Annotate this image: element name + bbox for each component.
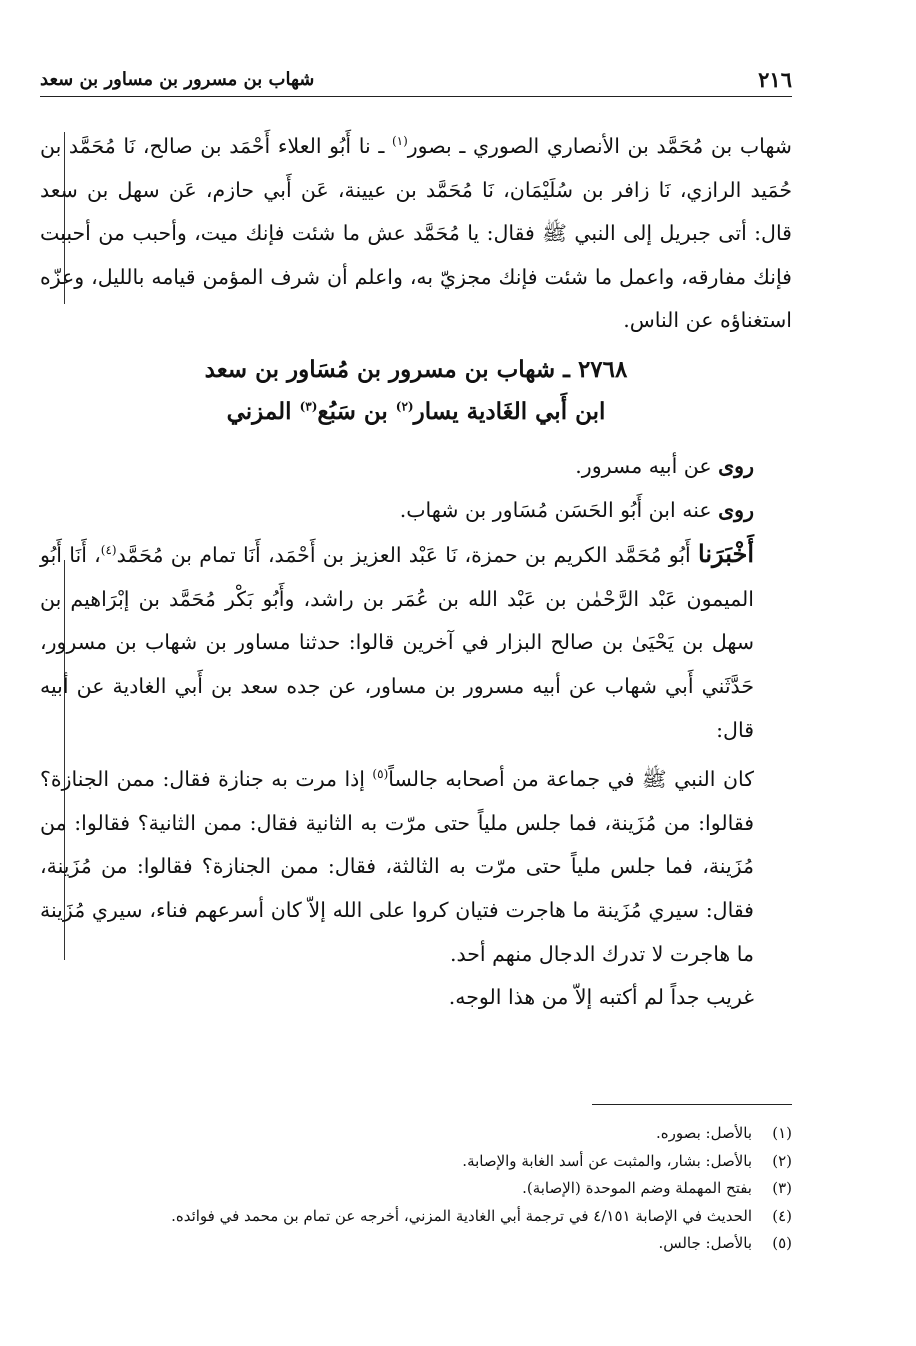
- closing-remark: غريب جداً لم أكتبه إلاّ من هذا الوجه.: [448, 985, 754, 1010]
- footnote-item: (٣) بفتح المهملة وضم الموحدة (الإصابة).: [522, 1179, 792, 1197]
- footnote-ref: (٣): [299, 399, 318, 414]
- main-text: [40, 125, 792, 1020]
- footnote-ref: (١): [391, 134, 408, 149]
- footnote-ref: (٢): [395, 399, 414, 414]
- footnote-item: (٢) بالأصل: بشار، والمثبت عن أسد الغابة والإصابة.: [462, 1151, 792, 1170]
- footnote-ref: (٤): [100, 543, 117, 558]
- footnote-item: (٤) الحديث في الإصابة ٤/١٥١ في ترجمة أبي الغادية المزني، أخرجه عن تمام بن محمد في فوائده.: [171, 1206, 792, 1225]
- footnotes: [40, 1120, 792, 1258]
- isnad-paragraph: أَخْبَرَنا أَبُو مُحَمَّد الكريم بن حمزة، نَا عَبْد العزيز بن أَحْمَد، أَنَا تمام بن مُحَمَّد$^{(٤)}$، أَنَا أَبُو الميمون عَبْد الرَّحْمٰن بن عَبْد الله بن عُمَر بن راشد، وأَبُو بَكْر مُحَمَّد بن إبْرَاهيم بن سهل بن يَحْيَىٰ بن صالح البزار في آخرين قالوا: حدثنا مساور بن شهاب بن مسرور، حَدَّثَني أَبي شهاب عن أبيه مسرور بن مساور، عن جده سعد بن أَبي الغادية عن أبيه قال:: [40, 539, 754, 742]
- running-header: [40, 62, 792, 97]
- footnote-ref: (٥): [372, 767, 389, 782]
- footnote-item: (١) بالأصل: بصوره.: [655, 1124, 792, 1142]
- footnote-item: (٥) بالأصل: جالس.: [658, 1234, 792, 1252]
- entry-heading-line-2: ابن أَبي الغَادية يسار$^{(٢)}$ بن سَبُع$^{(٣)}$ المزني: [226, 397, 606, 425]
- narrated-from-line: روى عن أبيه مسرور.: [575, 453, 754, 478]
- entry-heading-line-1: ٢٧٦٨ ـ شهاب بن مسرور بن مُسَاور بن سعد: [204, 355, 628, 383]
- footnote-separator: [592, 1104, 792, 1105]
- hadith-paragraph: كان النبي ﷺ في جماعة من أصحابه جالساً$^{(٥)}$ إذا مرت به جنازة فقال: ممن الجنازة؟ فقالوا: من مُزَينة، فما جلس ملياً حتى مرّت به الثانية فقال: ممن الثانية؟ فقالوا: من مُزَينة، فما جلس ملياً حتى مرّت به الثالثة، فقال: ممن الجنازة؟ فقالوا: من مُزَينة، فقال: سيري مُزَينة ما هاجرت فتيان كروا على الله إلاّ كان أسرعهم فناء، سيري مُزَينة ما هاجرت لا تدرك الدجال منهم أحد.: [40, 767, 754, 966]
- running-title: شهاب بن مسرور بن مساور بن سعد: [40, 68, 315, 90]
- paragraph-hadith-1: شهاب بن مُحَمَّد بن الأنصاري الصوري ـ بصور$^{(١)}$ ـ نا أَبُو العلاء أَحْمَد بن صالح، نَا مُحَمَّد بن حُمَيد الرازي، نَا زافر بن سُلَيْمَان، نَا مُحَمَّد بن عيينة، عَن أَبي حازم، عَن سهل بن سعد قال: أتى جبريل إلى النبي ﷺ فقال: يا مُحَمَّد عش ما شئت فإنك ميت، وأحبب من أحببت فإنك مفارقه، واعمل ما شئت فإنك مجزيّ به، واعلم أن شرف المؤمن قيامه بالليل، وعزّه استغناؤه عن الناس.: [40, 134, 792, 333]
- page-number: ٢١٦: [758, 66, 792, 92]
- narrated-by-line: روى عنه ابن أَبُو الحَسَن مُسَاور بن شهاب.: [399, 497, 754, 522]
